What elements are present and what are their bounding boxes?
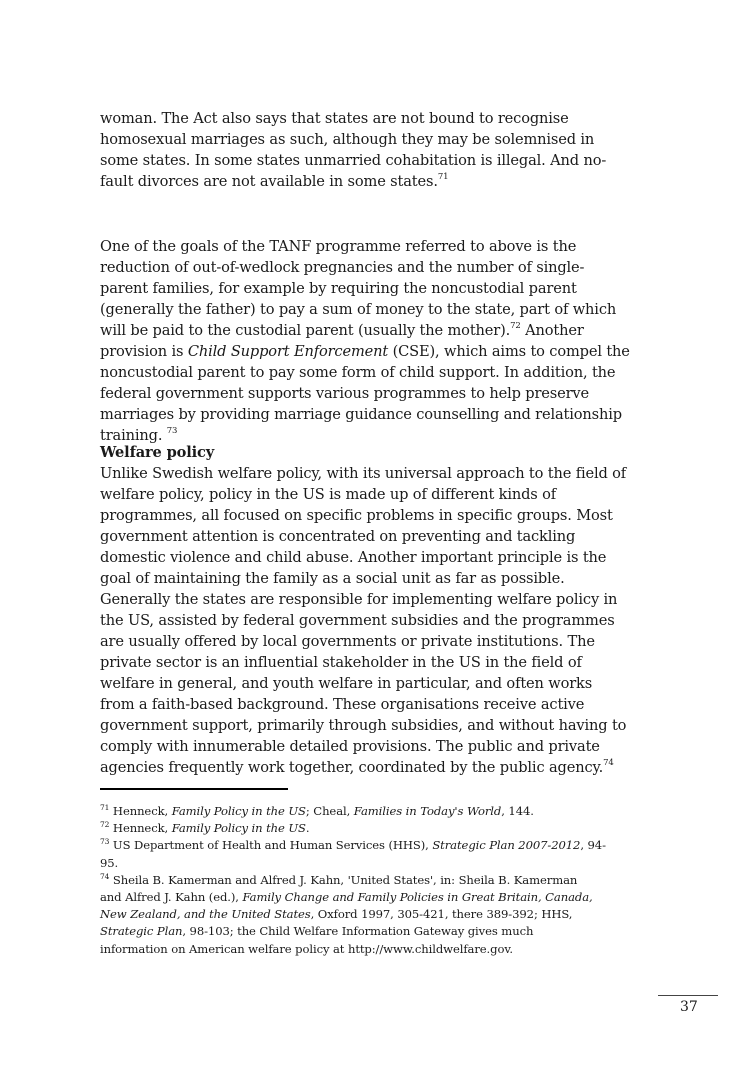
text-line: programmes, all focused on specific problems in specific groups. Most <box>100 507 613 524</box>
section-heading: Welfare policy <box>100 444 215 461</box>
text-line: welfare in general, and youth welfare in particular, and often works <box>100 675 593 692</box>
text-line: woman. The Act also says that states are not bound to recognise <box>100 110 569 127</box>
text-line: noncustodial parent to pay some form of child support. In addition, the <box>100 364 616 381</box>
text-line: from a faith-based background. These organisations receive active <box>100 696 585 713</box>
footnote-ref-71[interactable]: 71 <box>437 172 449 182</box>
footnote-72: $^{72}$ Henneck, Family Policy in the US. <box>100 820 310 836</box>
footnote-74: $^{74}$ Sheila B. Kamerman and Alfred J. Kahn, 'United States', in: Sheila B. Kamerman <box>100 871 578 887</box>
text-line: One of the goals of the TANF programme referred to above is the <box>100 238 577 255</box>
footnote-74-line: and Alfred J. Kahn (ed.), Family Change and Family Policies in Great Britain, Canada, <box>100 890 593 905</box>
text-line: private sector is an influential stakeholder in the US in the field of <box>100 654 582 671</box>
footnote-ref-73[interactable]: 73 <box>166 426 178 436</box>
text-line: agencies frequently work together, coordinated by the public agency.$^{74}$ <box>100 758 614 776</box>
page-number: 37 <box>680 999 698 1015</box>
text-line: Unlike Swedish welfare policy, with its universal approach to the field of <box>100 465 627 482</box>
text-line: government support, primarily through subsidies, and without having to <box>100 717 627 734</box>
text-line: goal of maintaining the family as a social unit as far as possible. <box>100 570 565 587</box>
text-line: reduction of out-of-wedlock pregnancies and the number of single- <box>100 259 585 276</box>
footnote-73-cont: 95. <box>100 855 119 870</box>
footnotes <box>100 803 645 958</box>
text-line: homosexual marriages as such, although they may be solemnised in <box>100 131 595 148</box>
footnote-74-line: information on American welfare policy at http://www.childwelfare.gov. <box>100 941 513 956</box>
text-line: fault divorces are not available in some states.$^{71}$ <box>100 172 449 190</box>
paragraph-marriage <box>100 108 660 192</box>
text-line: marriages by providing marriage guidance counselling and relationship <box>100 406 622 423</box>
text-line: domestic violence and child abuse. Another important principle is the <box>100 549 607 566</box>
footnote-71: $^{71}$ Henneck, Family Policy in the US; Cheal, Families in Today's World, 144. <box>100 803 534 818</box>
footnote-74-line: New Zealand, and the United States, Oxford 1997, 305-421, there 389-392; HHS, <box>100 907 573 922</box>
footnote-73: $^{73}$ US Department of Health and Human Services (HHS), Strategic Plan 2007-2012, 94- <box>100 837 606 853</box>
text-line: government attention is concentrated on preventing and tackling <box>100 528 576 545</box>
footnote-ref-74[interactable]: 74 <box>603 758 614 768</box>
text-line: comply with innumerable detailed provisions. The public and private <box>100 738 600 755</box>
footnote-ref-72[interactable]: 72 <box>510 321 521 331</box>
text-line: Generally the states are responsible for implementing welfare policy in <box>100 591 618 608</box>
text-line: will be paid to the custodial parent (usually the mother).$^{72}$ Another <box>100 321 584 339</box>
section-welfare-policy <box>100 442 660 778</box>
text-line: provision is Child Support Enforcement (CSE), which aims to compel the <box>100 343 630 360</box>
paragraph-tanf <box>100 236 660 446</box>
text-line: federal government supports various programmes to help preserve <box>100 385 590 402</box>
footnote-74-line: Strategic Plan, 98-103; the Child Welfare Information Gateway gives much <box>100 924 534 939</box>
text-line: the US, assisted by federal government subsidies and the programmes <box>100 612 615 629</box>
text-line: (generally the father) to pay a sum of money to the state, part of which <box>100 301 617 318</box>
text-line: are usually offered by local governments or private institutions. The <box>100 633 595 650</box>
footnote-divider <box>100 788 288 790</box>
text-line: welfare policy, policy in the US is made up of different kinds of <box>100 486 557 503</box>
text-line: some states. In some states unmarried cohabitation is illegal. And no- <box>100 152 607 169</box>
text-line: parent families, for example by requiring the noncustodial parent <box>100 280 577 297</box>
text-line: training. $^{73}$ <box>100 426 178 444</box>
page-number-rule <box>658 995 718 996</box>
